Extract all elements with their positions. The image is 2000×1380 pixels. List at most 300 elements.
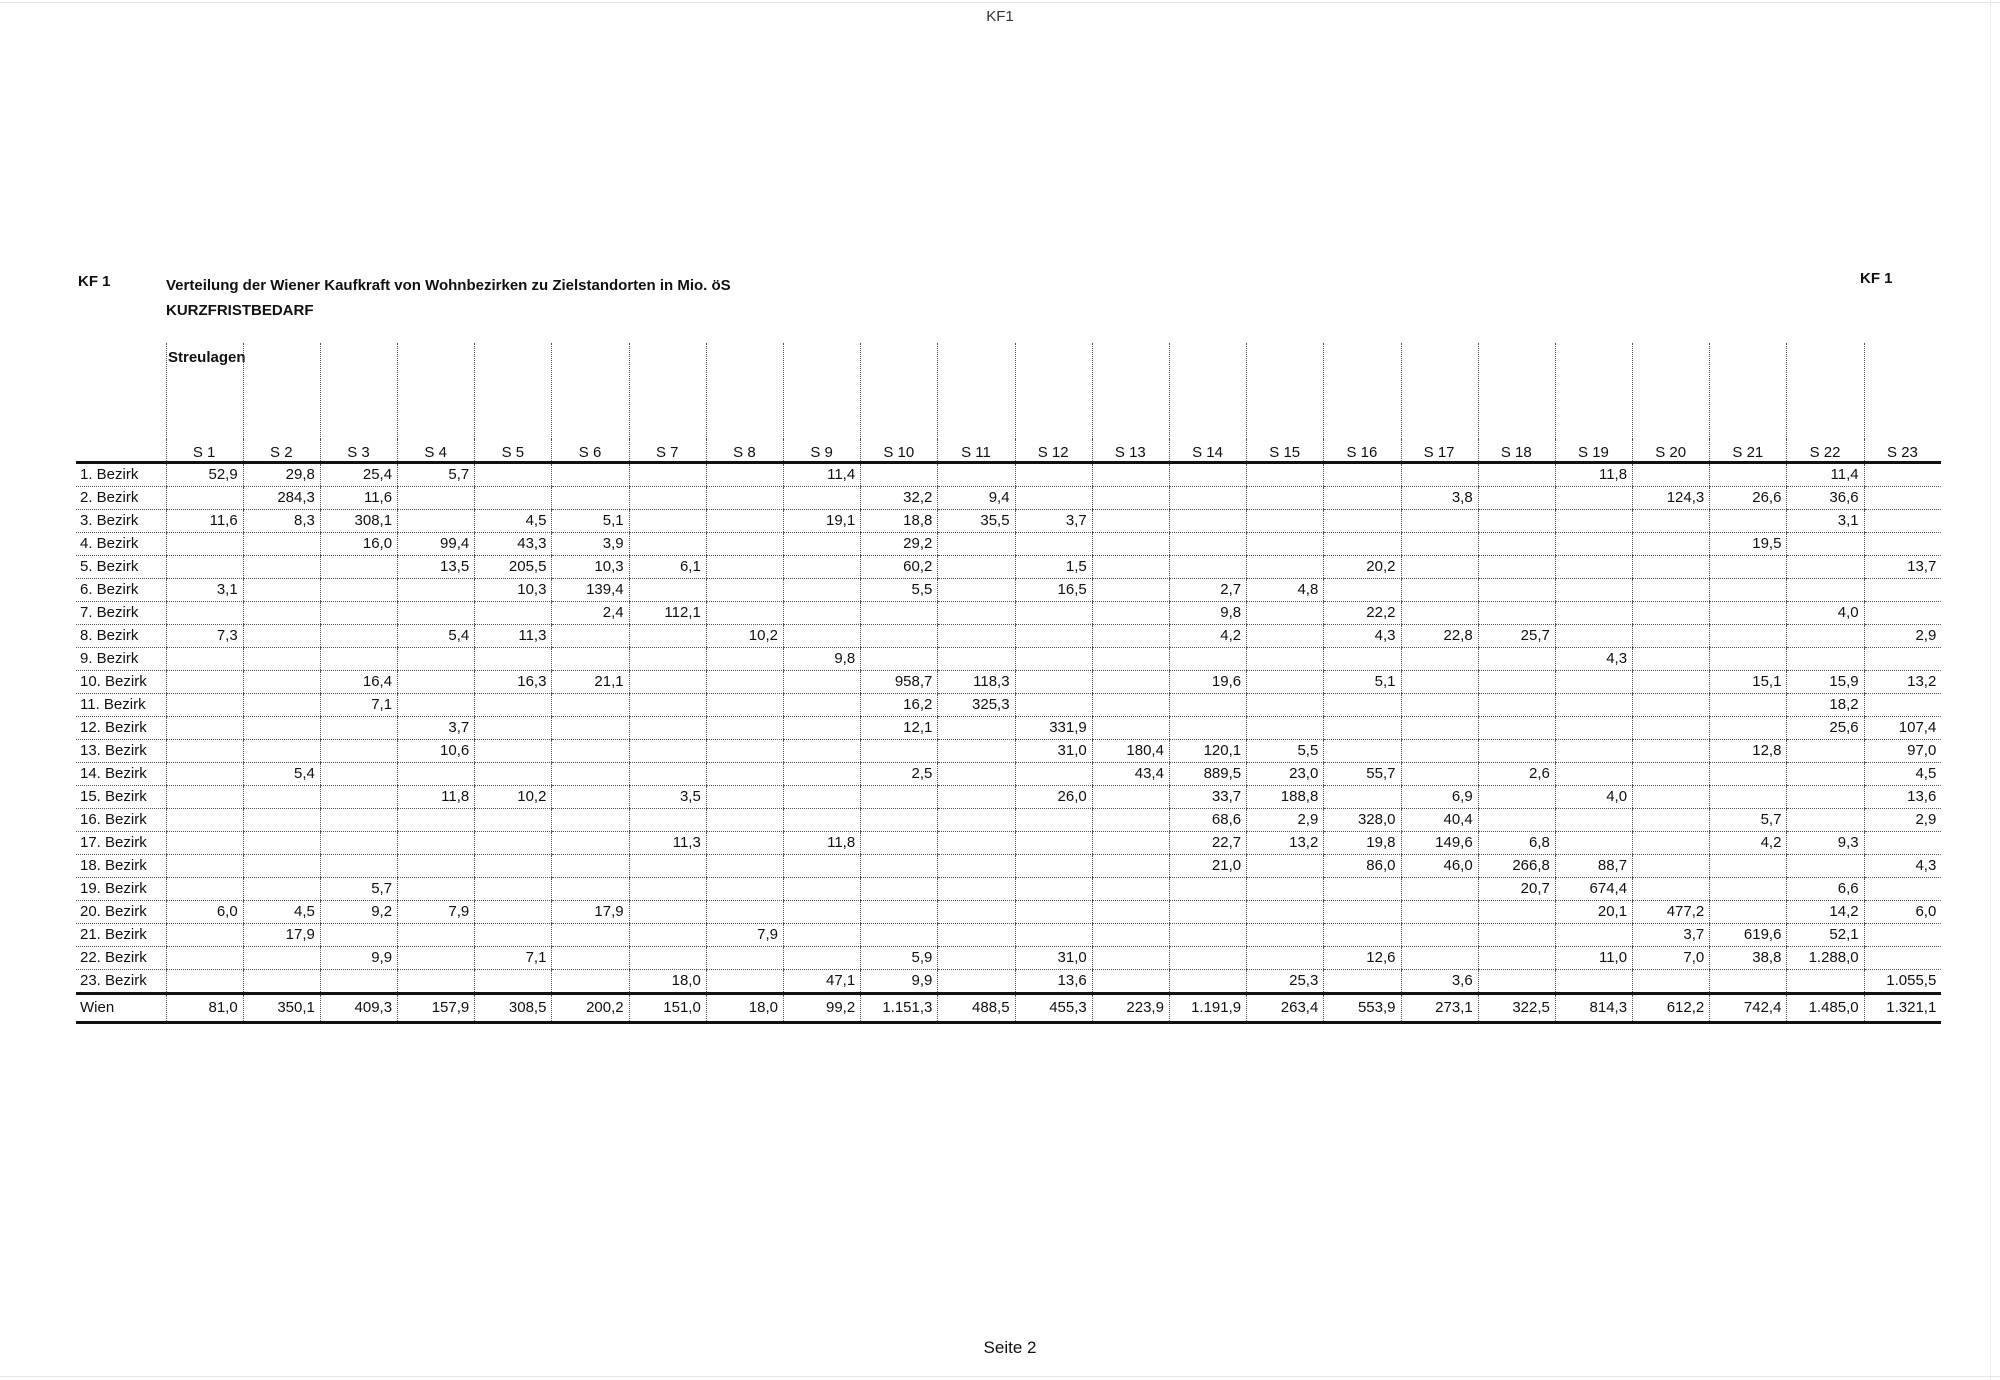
guide-cell xyxy=(1555,343,1632,439)
table-cell xyxy=(320,625,397,648)
table-cell xyxy=(1633,694,1710,717)
table-cell xyxy=(320,556,397,579)
table-cell: 13,5 xyxy=(398,556,475,579)
table-cell xyxy=(1169,947,1246,970)
table-cell xyxy=(475,717,552,740)
running-header: KF1 xyxy=(986,8,1014,25)
total-cell: 488,5 xyxy=(938,994,1015,1023)
table-cell xyxy=(861,625,938,648)
guide-cell xyxy=(398,343,475,439)
table-cell xyxy=(1478,901,1555,924)
table-cell xyxy=(938,556,1015,579)
table-cell xyxy=(1092,901,1169,924)
table-cell xyxy=(1015,901,1092,924)
table-cell: 112,1 xyxy=(629,602,706,625)
table-cell: 29,8 xyxy=(243,463,320,487)
table-cell: 4,2 xyxy=(1169,625,1246,648)
table-cell: 99,4 xyxy=(398,533,475,556)
table-cell xyxy=(1247,487,1324,510)
table-cell xyxy=(1015,602,1092,625)
table-cell xyxy=(1092,832,1169,855)
table-cell: 4,5 xyxy=(243,901,320,924)
table-cell xyxy=(243,740,320,763)
table-title xyxy=(166,273,731,323)
table-cell: 14,2 xyxy=(1787,901,1864,924)
table-cell: 19,6 xyxy=(1169,671,1246,694)
table-cell: 46,0 xyxy=(1401,855,1478,878)
table-cell xyxy=(629,717,706,740)
table-cell xyxy=(861,901,938,924)
row-label: 20. Bezirk xyxy=(76,901,166,924)
table-cell xyxy=(320,602,397,625)
row-label: 15. Bezirk xyxy=(76,786,166,809)
table-cell: 13,2 xyxy=(1247,832,1324,855)
table-cell xyxy=(1555,625,1632,648)
table-cell xyxy=(784,487,861,510)
table-cell xyxy=(706,809,783,832)
table-cell xyxy=(706,648,783,671)
table-cell xyxy=(1787,855,1864,878)
table-cell: 9,8 xyxy=(784,648,861,671)
table-cell xyxy=(1710,648,1787,671)
table-cell xyxy=(706,579,783,602)
table-cell xyxy=(1633,533,1710,556)
guide-cell xyxy=(629,343,706,439)
table-cell: 5,4 xyxy=(398,625,475,648)
table-cell xyxy=(1092,556,1169,579)
column-header: S 1 xyxy=(166,439,243,463)
table-row xyxy=(76,533,1941,556)
total-cell: 1.485,0 xyxy=(1787,994,1864,1023)
table-cell xyxy=(1324,579,1401,602)
table-cell xyxy=(1555,579,1632,602)
table-cell xyxy=(1324,924,1401,947)
table-cell: 11,8 xyxy=(398,786,475,809)
table-cell xyxy=(629,487,706,510)
table-cell xyxy=(861,878,938,901)
table-cell xyxy=(398,878,475,901)
guide-cell xyxy=(1169,343,1246,439)
table-cell xyxy=(475,924,552,947)
table-cell xyxy=(938,602,1015,625)
table-cell xyxy=(1633,579,1710,602)
table-cell: 2,9 xyxy=(1864,625,1941,648)
table-cell: 107,4 xyxy=(1864,717,1941,740)
table-cell xyxy=(1864,694,1941,717)
table-cell xyxy=(475,832,552,855)
table-cell xyxy=(243,671,320,694)
table-cell xyxy=(784,671,861,694)
table-cell xyxy=(1633,970,1710,994)
table-cell: 43,3 xyxy=(475,533,552,556)
table-cell xyxy=(1710,556,1787,579)
guide-cell xyxy=(1401,343,1478,439)
table-cell: 4,3 xyxy=(1864,855,1941,878)
table-row xyxy=(76,947,1941,970)
table-row xyxy=(76,510,1941,533)
table-cell xyxy=(1633,625,1710,648)
table-cell xyxy=(1092,648,1169,671)
guide-cell xyxy=(243,343,320,439)
table-cell xyxy=(1478,924,1555,947)
guide-cell xyxy=(1864,343,1941,439)
table-cell xyxy=(706,671,783,694)
table-cell: 180,4 xyxy=(1092,740,1169,763)
table-cell xyxy=(1401,947,1478,970)
table-cell: 9,9 xyxy=(320,947,397,970)
table-cell: 5,7 xyxy=(1710,809,1787,832)
table-cell xyxy=(1555,740,1632,763)
table-row xyxy=(76,970,1941,994)
table-cell xyxy=(166,533,243,556)
table-cell xyxy=(1787,763,1864,786)
table-cell xyxy=(398,947,475,970)
table-cell: 7,3 xyxy=(166,625,243,648)
table-cell xyxy=(243,533,320,556)
table-cell xyxy=(1015,924,1092,947)
page-edge-top xyxy=(0,2,2000,3)
table-cell xyxy=(1247,602,1324,625)
table-cell xyxy=(166,694,243,717)
table-cell: 16,3 xyxy=(475,671,552,694)
table-cell xyxy=(243,625,320,648)
table-cell xyxy=(1015,671,1092,694)
table-cell: 10,3 xyxy=(475,579,552,602)
table-cell xyxy=(706,901,783,924)
column-header: S 20 xyxy=(1633,439,1710,463)
table-cell xyxy=(1401,763,1478,786)
table-cell xyxy=(166,671,243,694)
table-cell: 205,5 xyxy=(475,556,552,579)
table-cell xyxy=(1787,740,1864,763)
table-cell xyxy=(1478,533,1555,556)
table-cell xyxy=(1169,717,1246,740)
table-cell: 11,6 xyxy=(166,510,243,533)
table-cell xyxy=(552,970,629,994)
table-cell xyxy=(1247,855,1324,878)
table-row xyxy=(76,487,1941,510)
table-cell xyxy=(1864,487,1941,510)
table-cell: 2,4 xyxy=(552,602,629,625)
table-cell xyxy=(1864,878,1941,901)
table-cell xyxy=(1324,717,1401,740)
table-cell xyxy=(1864,510,1941,533)
table-cell xyxy=(938,832,1015,855)
table-cell xyxy=(784,855,861,878)
table-cell xyxy=(706,763,783,786)
table-cell xyxy=(166,648,243,671)
table-cell xyxy=(1478,579,1555,602)
page-edge-bottom xyxy=(0,1376,2000,1377)
table-cell xyxy=(938,901,1015,924)
table-cell xyxy=(1478,947,1555,970)
table-cell: 26,6 xyxy=(1710,487,1787,510)
table-cell: 21,0 xyxy=(1169,855,1246,878)
table-cell: 3,5 xyxy=(629,786,706,809)
table-cell: 25,3 xyxy=(1247,970,1324,994)
table-cell: 22,7 xyxy=(1169,832,1246,855)
table-cell xyxy=(706,463,783,487)
table-cell xyxy=(1555,970,1632,994)
column-header: S 4 xyxy=(398,439,475,463)
table-cell: 325,3 xyxy=(938,694,1015,717)
table-cell: 2,5 xyxy=(861,763,938,786)
table-cell: 13,6 xyxy=(1015,970,1092,994)
table-cell xyxy=(1478,671,1555,694)
table-cell xyxy=(784,740,861,763)
table-row xyxy=(76,579,1941,602)
table-cell: 33,7 xyxy=(1169,786,1246,809)
table-cell: 35,5 xyxy=(938,510,1015,533)
table-row xyxy=(76,924,1941,947)
table-cell: 6,0 xyxy=(1864,901,1941,924)
table-cell: 5,1 xyxy=(1324,671,1401,694)
table-cell: 7,9 xyxy=(706,924,783,947)
table-cell xyxy=(1633,717,1710,740)
table-cell: 308,1 xyxy=(320,510,397,533)
table-cell xyxy=(166,924,243,947)
table-cell xyxy=(1478,717,1555,740)
row-label: 9. Bezirk xyxy=(76,648,166,671)
table-cell xyxy=(1401,717,1478,740)
row-label: 19. Bezirk xyxy=(76,878,166,901)
table-cell: 10,2 xyxy=(706,625,783,648)
guide-cell xyxy=(1478,343,1555,439)
table-cell: 2,6 xyxy=(1478,763,1555,786)
table-cell xyxy=(1555,924,1632,947)
table-cell xyxy=(1401,579,1478,602)
table-cell xyxy=(1169,487,1246,510)
table-cell xyxy=(398,510,475,533)
table-cell: 52,1 xyxy=(1787,924,1864,947)
table-cell: 7,1 xyxy=(475,947,552,970)
table-cell: 25,4 xyxy=(320,463,397,487)
table-cell: 139,4 xyxy=(552,579,629,602)
table-cell: 25,6 xyxy=(1787,717,1864,740)
table-cell: 9,8 xyxy=(1169,602,1246,625)
column-header: S 14 xyxy=(1169,439,1246,463)
row-label: 8. Bezirk xyxy=(76,625,166,648)
table-cell xyxy=(1092,717,1169,740)
table-cell: 7,1 xyxy=(320,694,397,717)
table-cell: 4,5 xyxy=(1864,763,1941,786)
table-cell xyxy=(1555,809,1632,832)
guide-cell xyxy=(166,343,243,439)
title-line-1: Verteilung der Wiener Kaufkraft von Wohnbezirken zu Zielstandorten in Mio. öS xyxy=(166,277,731,294)
row-label: 6. Bezirk xyxy=(76,579,166,602)
table-cell xyxy=(629,671,706,694)
table-cell xyxy=(1787,648,1864,671)
table-cell xyxy=(552,463,629,487)
table-cell xyxy=(1478,694,1555,717)
table-cell xyxy=(166,602,243,625)
table-cell xyxy=(1633,740,1710,763)
table-cell: 3,8 xyxy=(1401,487,1478,510)
table-cell xyxy=(1015,533,1092,556)
table-cell: 22,2 xyxy=(1324,602,1401,625)
table-cell xyxy=(166,832,243,855)
table-cell xyxy=(1092,463,1169,487)
table-cell xyxy=(629,510,706,533)
table-cell: 4,0 xyxy=(1787,602,1864,625)
table-cell: 284,3 xyxy=(243,487,320,510)
table-cell xyxy=(398,671,475,694)
row-label: 10. Bezirk xyxy=(76,671,166,694)
table-cell xyxy=(784,556,861,579)
table-cell xyxy=(1247,463,1324,487)
table-cell: 18,0 xyxy=(629,970,706,994)
table-cell xyxy=(1633,832,1710,855)
table-cell xyxy=(784,901,861,924)
table-cell xyxy=(320,786,397,809)
total-cell: 18,0 xyxy=(706,994,783,1023)
table-cell: 6,9 xyxy=(1401,786,1478,809)
table-cell xyxy=(552,625,629,648)
table-cell: 25,7 xyxy=(1478,625,1555,648)
table-cell xyxy=(166,763,243,786)
table-cell xyxy=(1169,924,1246,947)
guide-cell xyxy=(861,343,938,439)
table-cell xyxy=(1401,602,1478,625)
table-cell xyxy=(552,740,629,763)
table-cell xyxy=(1478,602,1555,625)
row-label: 5. Bezirk xyxy=(76,556,166,579)
table-cell xyxy=(1247,878,1324,901)
total-cell: 263,4 xyxy=(1247,994,1324,1023)
table-cell xyxy=(1092,602,1169,625)
table-cell xyxy=(320,648,397,671)
table-cell xyxy=(166,878,243,901)
table-cell xyxy=(1247,671,1324,694)
table-cell xyxy=(398,648,475,671)
row-label: 12. Bezirk xyxy=(76,717,166,740)
table-cell: 331,9 xyxy=(1015,717,1092,740)
table-cell xyxy=(398,579,475,602)
page-footer: Seite 2 xyxy=(983,1338,1037,1357)
table-cell xyxy=(938,717,1015,740)
table-cell xyxy=(166,970,243,994)
table-cell: 10,3 xyxy=(552,556,629,579)
table-cell xyxy=(1324,487,1401,510)
table-cell: 9,3 xyxy=(1787,832,1864,855)
table-cell: 11,3 xyxy=(475,625,552,648)
guide-cell xyxy=(706,343,783,439)
page-edge-right xyxy=(1990,0,1991,1380)
table-cell: 29,2 xyxy=(861,533,938,556)
column-header: S 23 xyxy=(1864,439,1941,463)
table-cell xyxy=(706,832,783,855)
table-cell xyxy=(552,924,629,947)
table-cell xyxy=(243,809,320,832)
table-cell: 7,0 xyxy=(1633,947,1710,970)
column-header: S 12 xyxy=(1015,439,1092,463)
table-cell xyxy=(1633,556,1710,579)
row-label: 14. Bezirk xyxy=(76,763,166,786)
table-cell xyxy=(1169,648,1246,671)
table-cell xyxy=(938,878,1015,901)
table-cell xyxy=(1324,901,1401,924)
table-cell: 3,9 xyxy=(552,533,629,556)
table-cell xyxy=(1015,487,1092,510)
table-cell xyxy=(320,924,397,947)
table-cell xyxy=(1864,924,1941,947)
total-cell: 81,0 xyxy=(166,994,243,1023)
table-cell: 5,7 xyxy=(320,878,397,901)
table-row xyxy=(76,463,1941,487)
table-cell xyxy=(784,947,861,970)
table-cell xyxy=(629,763,706,786)
table-cell xyxy=(706,533,783,556)
table-cell: 958,7 xyxy=(861,671,938,694)
table-cell xyxy=(1787,579,1864,602)
table-cell: 7,9 xyxy=(398,901,475,924)
table-cell xyxy=(1710,694,1787,717)
table-cell xyxy=(243,970,320,994)
table-cell xyxy=(1015,694,1092,717)
table-cell xyxy=(1633,463,1710,487)
table-cell xyxy=(706,487,783,510)
table-cell: 18,2 xyxy=(1787,694,1864,717)
table-cell xyxy=(1478,648,1555,671)
table-cell xyxy=(1092,924,1169,947)
table-cell: 3,1 xyxy=(166,579,243,602)
table-cell xyxy=(629,855,706,878)
total-row xyxy=(76,994,1941,1023)
table-cell xyxy=(1015,763,1092,786)
table-cell xyxy=(629,901,706,924)
table-cell xyxy=(1247,625,1324,648)
table-cell: 11,0 xyxy=(1555,947,1632,970)
table-cell xyxy=(398,924,475,947)
table-cell xyxy=(398,694,475,717)
table-cell: 12,8 xyxy=(1710,740,1787,763)
column-header: S 7 xyxy=(629,439,706,463)
table-cell xyxy=(1092,625,1169,648)
table-cell: 31,0 xyxy=(1015,947,1092,970)
table-cell xyxy=(1324,740,1401,763)
table-cell xyxy=(861,463,938,487)
table-cell xyxy=(1092,878,1169,901)
table-cell xyxy=(243,878,320,901)
column-header: S 10 xyxy=(861,439,938,463)
table-cell xyxy=(552,809,629,832)
table-cell xyxy=(784,625,861,648)
row-label: 16. Bezirk xyxy=(76,809,166,832)
table-cell: 19,8 xyxy=(1324,832,1401,855)
table-cell xyxy=(861,855,938,878)
table-cell xyxy=(475,602,552,625)
table-cell: 21,1 xyxy=(552,671,629,694)
table-cell: 11,6 xyxy=(320,487,397,510)
table-cell xyxy=(1092,579,1169,602)
table-cell xyxy=(938,855,1015,878)
table-cell xyxy=(938,809,1015,832)
table-cell xyxy=(475,809,552,832)
table-cell xyxy=(1015,832,1092,855)
table-cell xyxy=(1633,671,1710,694)
table-cell xyxy=(784,579,861,602)
table-cell xyxy=(1787,625,1864,648)
table-cell xyxy=(1555,671,1632,694)
table-cell xyxy=(398,763,475,786)
table-cell xyxy=(629,878,706,901)
table-cell xyxy=(1324,878,1401,901)
table-cell xyxy=(1169,878,1246,901)
table-cell: 3,6 xyxy=(1401,970,1478,994)
table-cell xyxy=(706,786,783,809)
table-cell xyxy=(1633,510,1710,533)
table-cell xyxy=(1710,602,1787,625)
